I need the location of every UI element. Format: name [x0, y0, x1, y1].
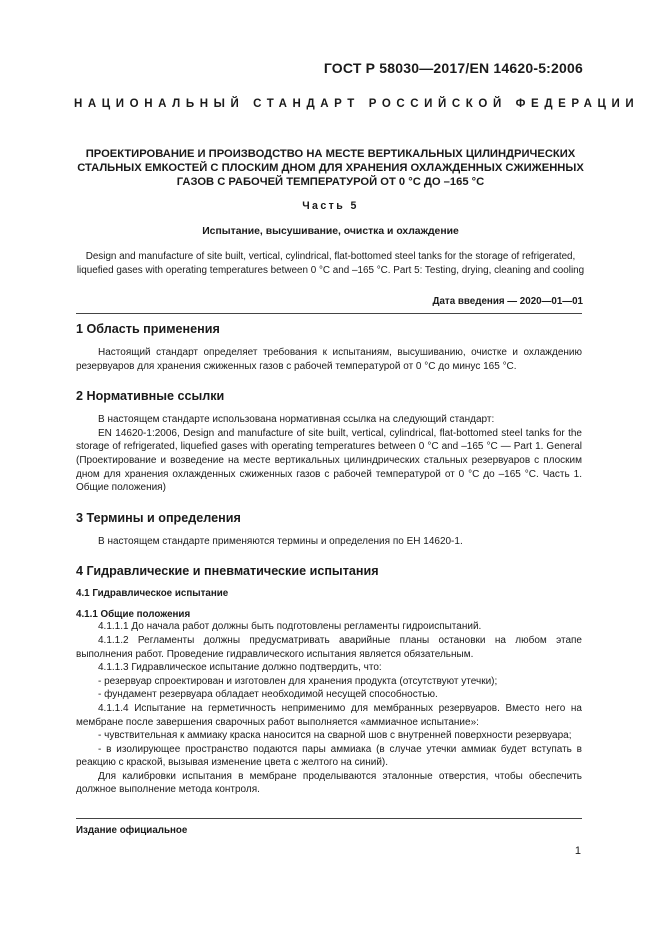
paragraph: 4.1.1.1 До начала работ должны быть подготовлены регламенты гидроиспытаний. [98, 621, 482, 633]
document-number: ГОСТ Р 58030—2017/EN 14620-5:2006 [323, 60, 583, 76]
page-number: 1 [574, 845, 581, 857]
title-line: СТАЛЬНЫХ ЕМКОСТЕЙ С ПЛОСКИМ ДНОМ ДЛЯ ХРАНЕНИЯ ОХЛАЖДЕННЫХ СЖИЖЕННЫХ [77, 162, 584, 174]
subsection-heading: 4.1 Гидравлическое испытание [76, 588, 229, 600]
english-title [52, 250, 609, 278]
introduction-date: Дата введения — 2020—01—01 [432, 296, 583, 307]
paragraph: В настоящем стандарте применяются термины и определения по ЕН 14620-1. [98, 535, 463, 547]
section-heading-references: 2 Нормативные ссылки [76, 389, 225, 404]
paragraph: Настоящий стандарт определяет требования к испытаниям, высушиванию, очистке и охлаждению резервуаров для хранения сжиженных газов с рабочей температурой от 0 °С до минус 165 °С. [76, 347, 582, 372]
title-line: ПРОЕКТИРОВАНИЕ И ПРОИЗВОДСТВО НА МЕСТЕ ВЕРТИКАЛЬНЫХ ЦИЛИНДРИЧЕСКИХ [85, 148, 576, 160]
paragraph: EN 14620-1:2006, Design and manufacture of site built, vertical, cylindrical, flat-bottomed steel tanks for the storage of refrigerated, liquefied gases with operating temperatures between 0 °C and –165 °C — Part 1. General (Проектирование и возведение на месте вертикальных цилиндрических стальных резервуаров с плоским дном для хранения охлажденных сжиженных газов с рабочей температурой от 0 °С до –165 °С. Часть 1. Общие положения) [76, 427, 582, 494]
paragraph: Для калибровки испытания в мембране проделываются эталонные отверстия, чтобы обеспечить должное выполнение метода контроля. [76, 770, 582, 796]
national-standard-label: НАЦИОНАЛЬНЫЙ СТАНДАРТ РОССИЙСКОЙ ФЕДЕРАЦИИ [74, 98, 640, 110]
document-body [76, 320, 582, 797]
list-item: - резервуар спроектирован и изготовлен для хранения продукта (отсутствуют утечки); [98, 675, 498, 687]
header-divider [76, 313, 582, 314]
paragraph: 4.1.1.3 Гидравлическое испытание должно подтвердить, что: [98, 662, 382, 674]
list-item: - фундамент резервуара обладает необходимой несущей способностью. [98, 689, 438, 701]
title-line: ГАЗОВ С РАБОЧЕЙ ТЕМПЕРАТУРОЙ ОТ 0 °С ДО –165 °С [176, 176, 485, 188]
part-label: Часть 5 [302, 200, 359, 212]
paragraph: 4.1.1.2 Регламенты должны предусматривать аварийные планы остановки на любом этапе выполнения работ. Проведение гидравлического испытания является обязательным. [76, 634, 582, 660]
paragraph: 4.1.1.4 Испытание на герметичность неприменимо для мембранных резервуаров. Вместо него на мембране после завершения сварочных работ выполняется «аммиачное испытание»: [76, 702, 582, 728]
english-title-line: liquefied gases with operating temperatures between 0 °C and –165 °C. Part 5: Testing, drying, cleaning and cooling [76, 265, 585, 276]
english-title-line: Design and manufacture of site built, vertical, cylindrical, flat-bottomed steel tanks for the storage of refrigerated, [85, 251, 576, 262]
list-item: - в изолирующее пространство подаются пары аммиака (в случае утечки аммиак будет вступать в реакцию с краской, вызывая изменение цвета с желтого на синий). [76, 743, 582, 769]
paragraph: В настоящем стандарте использована нормативная ссылка на следующий стандарт: [98, 414, 495, 426]
subsection-heading: 4.1.1 Общие положения [76, 609, 191, 621]
section-heading-tests: 4 Гидравлические и пневматические испытания [76, 564, 379, 579]
footer-divider [76, 818, 582, 819]
document-title [60, 147, 601, 189]
section-heading-terms: 3 Термины и определения [76, 510, 241, 525]
part-subtitle: Испытание, высушивание, очистка и охлаждение [202, 226, 459, 237]
section-heading-scope: 1 Область применения [76, 322, 220, 336]
official-edition-label: Издание официальное [76, 825, 188, 836]
list-item: - чувствительная к аммиаку краска наносится на сварной шов с внутренней поверхности резервуара; [98, 730, 572, 742]
